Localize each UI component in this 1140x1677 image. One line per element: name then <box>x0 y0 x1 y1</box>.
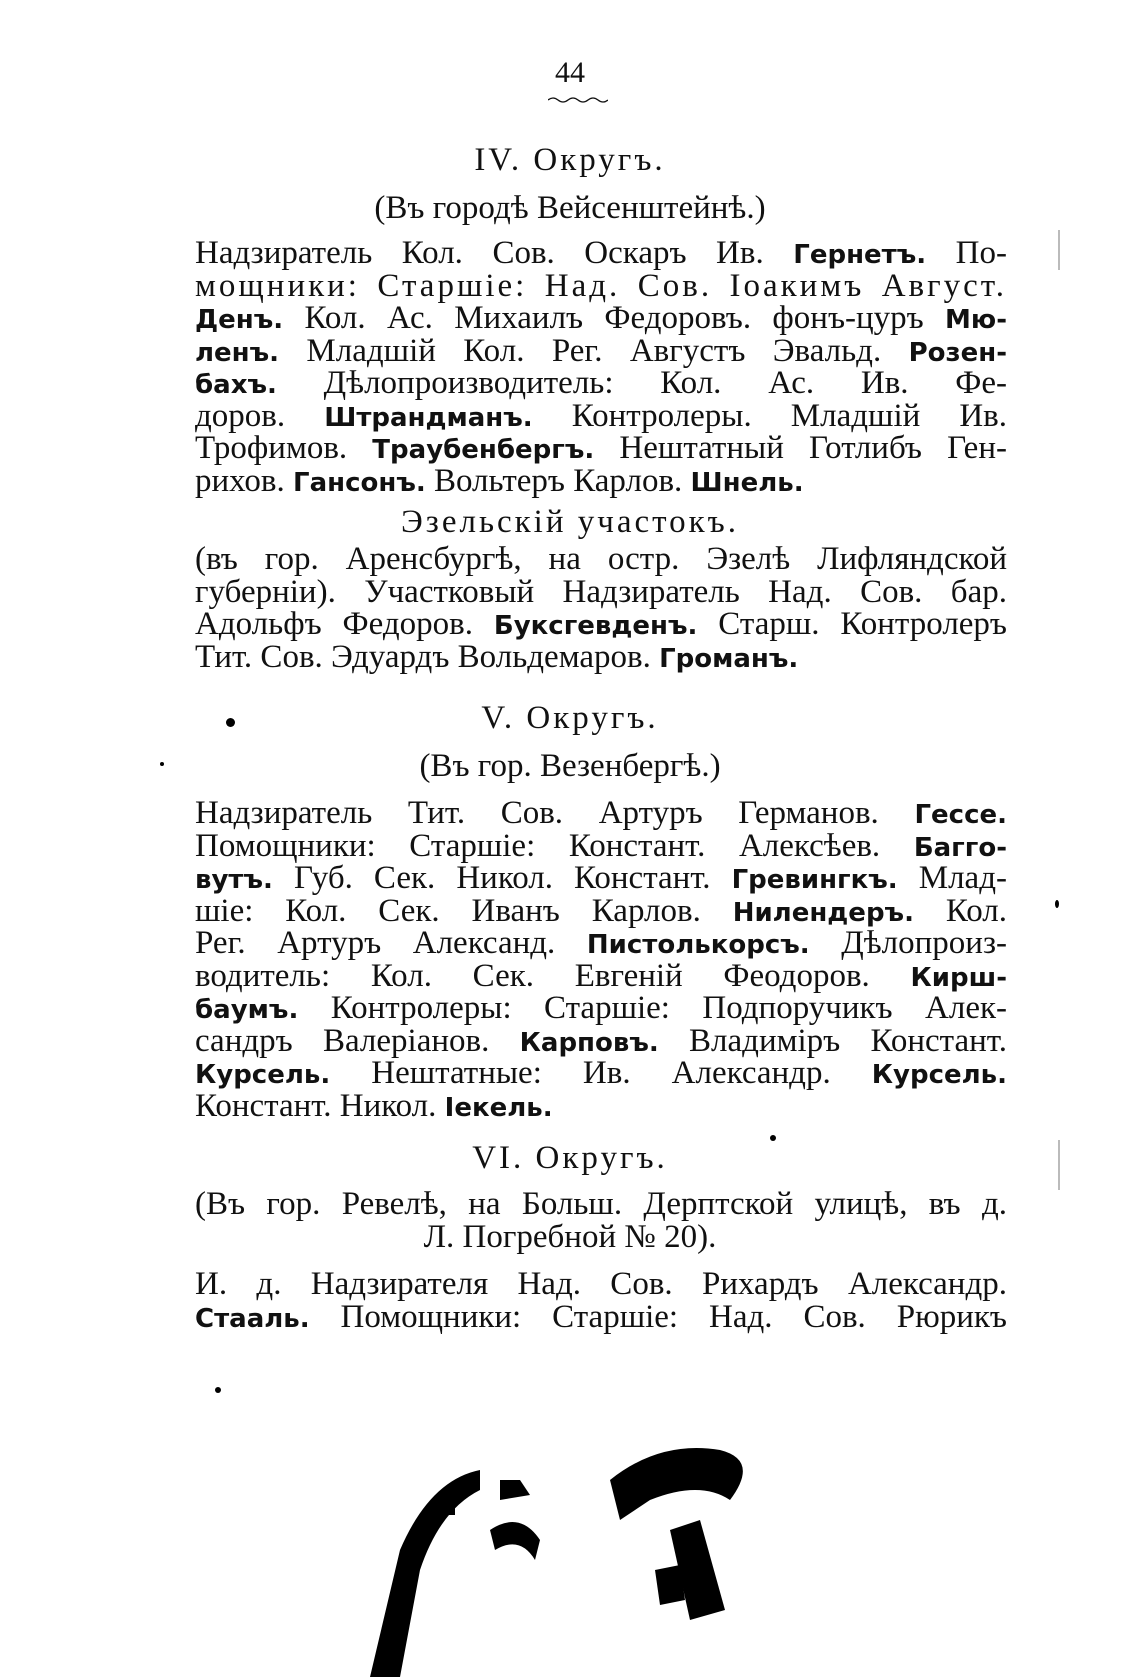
text-run: Губ. Сек. Никол. Констант. <box>272 860 732 896</box>
text-run: Тит. Сов. Эдуардъ Вольдемаров. <box>195 638 660 675</box>
surname: Гернетъ. <box>793 240 927 270</box>
district-v-heading: V. Округъ. <box>481 700 659 736</box>
text-run: Констант. Никол. <box>195 1087 445 1124</box>
surname: ленъ. <box>195 337 280 368</box>
surname: Курсель. <box>871 1060 1007 1090</box>
surname: Кирш- <box>910 962 1007 993</box>
district-vi-line <box>195 1300 1007 1336</box>
surname: Штрандманъ. <box>324 402 533 433</box>
surname: Іекель. <box>444 1092 553 1123</box>
ink-speck <box>215 1387 221 1393</box>
ezel-heading: Эзельскій участокъ. <box>401 504 739 540</box>
district-vi-line <box>195 1187 1007 1221</box>
page-number: 44 <box>555 56 585 89</box>
text-run: Дѣлопроиз- <box>809 925 1007 961</box>
text-run: Контролеры: Старшіе: Подпоручикъ Алек- <box>298 990 1007 1026</box>
surname: Траубенбергъ. <box>372 435 595 465</box>
text-run: рихов. <box>195 462 293 499</box>
district-iv-location: (Въ городѣ Вейсенштейнѣ.) <box>374 190 766 226</box>
surname: Шнель. <box>690 467 804 498</box>
text-run: Л. Погребной № 20). <box>423 1219 717 1255</box>
surname: Нилендеръ. <box>732 897 914 928</box>
surname: Гревингкъ. <box>731 865 898 895</box>
text-run: Младшій Кол. Рег. Августъ Эвальд. <box>279 332 909 369</box>
text-run: Владиміръ Констант. <box>658 1022 1007 1059</box>
text-run: Контролеры. Младшій Ив. <box>532 397 1008 434</box>
surname: Розен- <box>908 337 1007 368</box>
text-run: водитель: Кол. Сек. Евгеній Феодоров. <box>195 957 911 994</box>
district-vi-line <box>195 1267 1007 1301</box>
text-run: Кол. <box>913 892 1007 929</box>
surname: Мю- <box>945 305 1007 335</box>
text-run: Старш. Контролеръ <box>697 606 1007 642</box>
district-v-line <box>195 1089 1007 1125</box>
surname: Карповъ. <box>519 1027 659 1058</box>
ezel-line <box>195 640 1007 676</box>
ezel-line <box>195 542 1007 576</box>
text-run: Кол. Ас. Михаилъ Федоровъ. фонъ-цуръ <box>283 300 946 336</box>
text-run: шіе: Кол. Сек. Иванъ Карлов. <box>195 892 733 929</box>
district-vi-line <box>0 1220 1140 1254</box>
surname: вутъ. <box>195 865 273 895</box>
ink-speck <box>160 762 164 766</box>
surname: Курсель. <box>195 1060 331 1090</box>
text-run: мощники: Старшіе: Над. Сов. Іоакимъ Август. <box>195 267 1007 304</box>
district-v-location: (Въ гор. Везенбергѣ.) <box>419 748 721 784</box>
text-run: Помощники: Старшіе: Над. Сов. Рюрикъ <box>309 1299 1007 1335</box>
surname: бахъ. <box>195 370 277 400</box>
text-run: И. д. Надзирателя Над. Сов. Рихардъ Александр. <box>195 1266 1007 1302</box>
text-run: Рег. Артуръ Александ. <box>195 925 587 961</box>
text-run: (въ гор. Аренсбургѣ, на остр. Эзелѣ Лифляндской <box>195 541 1007 577</box>
scan-edge-mark <box>1058 230 1060 270</box>
surname: Денъ. <box>195 305 284 335</box>
text-run: сандръ Валеріанов. <box>195 1022 520 1059</box>
stamp-fragment <box>370 1440 790 1677</box>
ink-speck <box>1055 900 1059 908</box>
district-iv-line <box>195 269 1007 303</box>
ink-speck <box>226 718 235 727</box>
surname: Гессе. <box>914 800 1007 830</box>
text-run: Вольтеръ Карлов. <box>425 462 691 499</box>
text-run: Дѣлопроизводитель: Кол. Ас. Ив. Фе- <box>276 365 1007 401</box>
text-run: Помощники: Старшіе: Констант. Алексѣев. <box>195 827 914 864</box>
text-run: Нештатные: Ив. Александр. <box>330 1055 872 1091</box>
text-run: Надзиратель Тит. Сов. Артуръ Германов. <box>195 795 915 831</box>
wavy-rule-ornament <box>548 96 608 104</box>
surname: Громанъ. <box>659 643 799 674</box>
surname: Пистолькорсъ. <box>586 930 810 960</box>
text-run: Млад- <box>897 860 1007 896</box>
surname: Стааль. <box>195 1304 310 1334</box>
scan-edge-mark <box>1058 1140 1060 1190</box>
surname: Буксгевденъ. <box>493 611 698 641</box>
ezel-line <box>195 575 1007 609</box>
text-run: доров. <box>195 397 325 434</box>
text-run: (Въ гор. Ревелѣ, на Больш. Дерптской улицѣ, въ д. <box>195 1186 1007 1222</box>
surname: Багго- <box>913 832 1007 863</box>
surname: Гансонъ. <box>293 467 426 498</box>
text-run: Надзиратель Кол. Сов. Оскаръ Ив. <box>195 235 794 271</box>
text-run: Трофимов. <box>195 430 373 466</box>
district-iv-heading: IV. Округъ. <box>474 142 666 178</box>
text-run: Адольфъ Федоров. <box>195 606 494 642</box>
surname: баумъ. <box>195 995 299 1025</box>
district-iv-line <box>195 464 1007 500</box>
text-run: губерніи). Участковый Надзиратель Над. Сов. бар. <box>195 573 1007 610</box>
text-run: Нештатный Готлибъ Ген- <box>594 430 1007 466</box>
ink-speck <box>770 1135 776 1141</box>
district-vi-heading: VI. Округъ. <box>472 1140 668 1176</box>
text-run: По- <box>926 235 1008 271</box>
